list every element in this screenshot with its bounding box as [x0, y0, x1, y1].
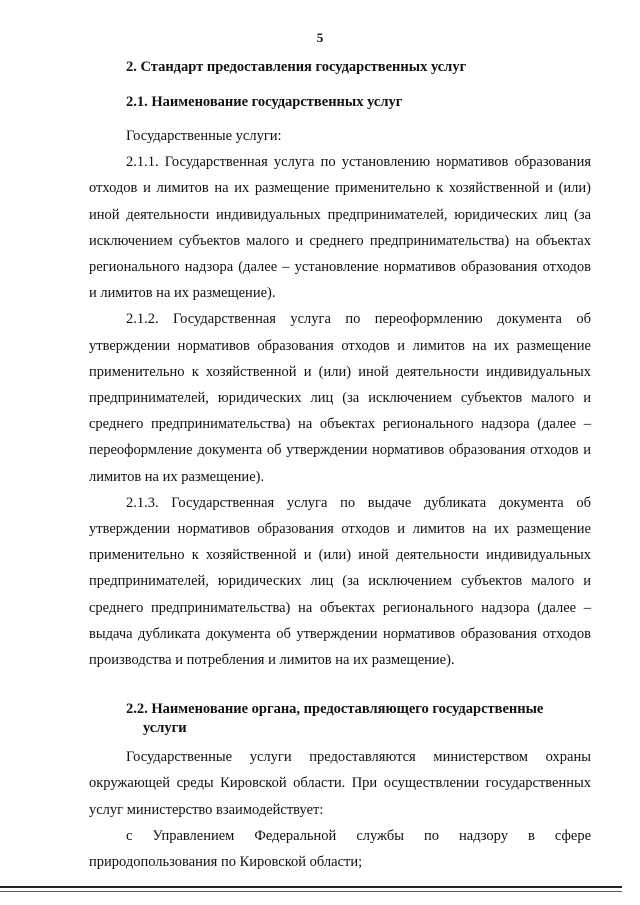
- subsection-heading-2-2-line2: услуги: [143, 720, 187, 737]
- services-intro: Государственные услуги:: [126, 128, 282, 144]
- subsection-heading-2-1: 2.1. Наименование государственных услуг: [126, 94, 403, 110]
- bottom-rule-thin: [0, 891, 622, 892]
- interaction-paragraph: с Управлением Федеральной службы по надзору в сфере природопользования по Кировской области;: [89, 827, 591, 871]
- authority-paragraph: Государственные услуги предоставляются министерством охраны окружающей среды Кировской области. При осуществлении государственных услуг министерство взаимодействует:: [89, 749, 591, 818]
- service-item-2-1-1: 2.1.1. Государственная услуга по установлению нормативов образования отходов и лимитов на их размещение применительно к хозяйственной и (или) иной деятельности индивидуальных предпринимателей, юридических лиц (за исключением субъектов малого и среднего предпринимательства) на объектах регионального надзора (далее – установление нормативов образования отходов и лимитов на их размещение).: [89, 154, 591, 302]
- subsection-heading-2-2: [89, 700, 591, 738]
- page-number: 5: [316, 30, 324, 45]
- service-item-2-1-3: 2.1.3. Государственная услуга по выдаче дубликата документа об утверждении нормативов образования отходов и лимитов на их размещение применительно к хозяйственной и (или) иной деятельности индивидуальных предпринимателей, юридических лиц (за исключением субъектов малого и среднего предпринимательства) на объектах регионального надзора (далее – выдача дубликата документа об утверждении нормативов образования отходов производства и потребления и лимитов на их размещение).: [89, 494, 591, 669]
- service-item-2-1-2: 2.1.2. Государственная услуга по переоформлению документа об утверждении нормативов образования отходов и лимитов на их размещение применительно к хозяйственной и (или) иной деятельности индивидуальных предпринимателей, юридических лиц (за исключением субъектов малого и среднего предпринимательства) на объектах регионального надзора (далее – переоформление документа об утверждении нормативов образования отходов и лимитов на их размещение).: [89, 311, 591, 485]
- bottom-rule: [0, 886, 622, 888]
- subsection-heading-2-2-line1: 2.2. Наименование органа, предоставляющего государственные: [126, 701, 544, 718]
- section-heading: 2. Стандарт предоставления государственных услуг: [126, 59, 467, 75]
- document-body: [89, 58, 591, 875]
